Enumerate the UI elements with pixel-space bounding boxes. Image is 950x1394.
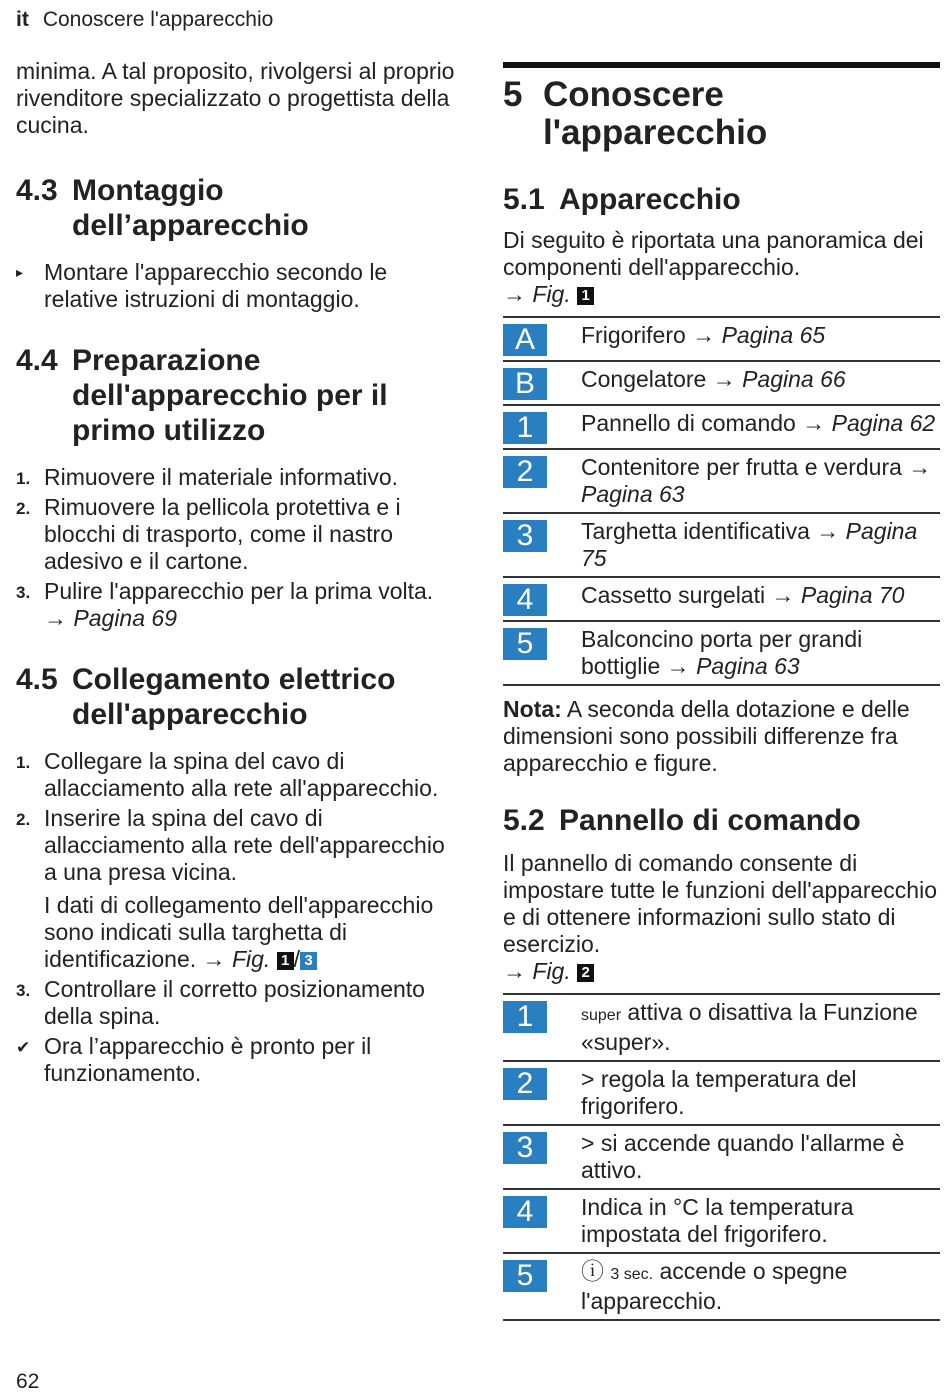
figure-number-badge: 1: [277, 952, 294, 970]
section-title: Pannello di comando: [559, 804, 861, 837]
section-4-3-heading: [16, 173, 456, 243]
figure-number-badge: 1: [577, 287, 594, 305]
step-number: 1.: [16, 753, 31, 772]
control-key-badge: 3: [503, 1132, 547, 1164]
section-5-2-heading: [503, 803, 940, 838]
chapter-number: 5: [503, 75, 523, 114]
page-reference-link[interactable]: Pagina 63: [696, 653, 800, 679]
figure-separator: /: [293, 946, 301, 972]
table-row: [503, 1125, 940, 1189]
page-reference-link[interactable]: Pagina 75: [581, 518, 918, 571]
note-paragraph: [503, 696, 940, 777]
chapter-rule: [503, 62, 940, 68]
figure-reference-link[interactable]: Fig.: [231, 946, 271, 972]
component-key-badge: 5: [503, 628, 547, 660]
bullet-marker-icon: ▸: [16, 264, 24, 280]
step-text: Inserire la spina del cavo di allacciamento alla rete dell'apparecchio a una presa vicina.: [44, 805, 445, 885]
intro-paragraph: minima. A tal proposito, rivolgersi al proprio rivenditore specializzato o progettista della cucina.: [16, 58, 455, 138]
note-label: Nota:: [503, 696, 562, 722]
step-text: Collegare la spina del cavo di allacciamento alla rete all'apparecchio.: [44, 748, 439, 801]
table-row: [503, 317, 940, 361]
section-4-4-heading: [16, 343, 456, 448]
table-row: [503, 513, 940, 577]
step-number: 3.: [16, 981, 31, 1000]
table-row: [503, 361, 940, 405]
control-text: Indica in °C la temperatura impostata del frigorifero.: [581, 1194, 854, 1247]
section-number: 5.1: [503, 183, 545, 216]
result-item: [16, 1033, 456, 1087]
bullet-text: Montare l'apparecchio secondo le relative istruzioni di montaggio.: [44, 259, 388, 312]
component-key-badge: 1: [503, 412, 547, 444]
power-icon: ⓘ: [581, 1258, 604, 1284]
checkmark-icon: ✔: [16, 1038, 31, 1057]
section-title: Collegamento elettrico dell'apparecchio: [72, 663, 396, 731]
steps-list: [16, 464, 456, 632]
page-reference-link[interactable]: Pagina 66: [742, 366, 846, 392]
step-text: Controllare il corretto posizionamento della spina.: [44, 976, 425, 1029]
component-text: Cassetto surgelati →: [581, 582, 801, 608]
section-intro: Di seguito è riportata una panoramica dei componenti dell'apparecchio. → Fig. 1: [503, 227, 924, 307]
control-key-badge: 5: [503, 1260, 547, 1292]
section-title: Montaggio dell’apparecchio: [72, 174, 309, 242]
control-key-badge: 1: [503, 1001, 547, 1033]
chapter-5-heading: [503, 76, 940, 152]
component-text: Contenitore per frutta e verdura →: [581, 454, 932, 480]
component-number-badge: 3: [300, 952, 317, 970]
step-text: Pulire l'apparecchio per la prima volta. →: [44, 578, 434, 631]
hold-duration-label: 3 sec.: [610, 1266, 654, 1283]
step-number: 3.: [16, 583, 31, 602]
page-header: [16, 8, 273, 32]
step-text: Rimuovere il materiale informativo.: [44, 464, 399, 490]
step-item: [16, 748, 456, 802]
table-row: [503, 577, 940, 621]
table-row: [503, 405, 940, 449]
page-reference-link[interactable]: Pagina 70: [800, 582, 905, 608]
control-panel-table: [503, 993, 940, 1321]
control-text: accende o spegne l'apparecchio.: [581, 1258, 848, 1314]
components-table: [503, 316, 940, 686]
section-title: Preparazione dell'apparecchio per il primo utilizzo: [72, 344, 388, 447]
component-key-badge: 4: [503, 584, 547, 616]
figure-reference-link[interactable]: Fig.: [532, 281, 571, 307]
intro-text: Di seguito è riportata una panoramica dei componenti dell'apparecchio.: [503, 227, 924, 280]
note-text: A seconda della dotazione e delle dimensioni sono possibili differenze fra apparecchio e figure.: [503, 696, 910, 776]
steps-list: [16, 748, 456, 1087]
table-row: [503, 1189, 940, 1253]
component-key-badge: A: [503, 324, 547, 356]
intro-text: Il pannello di comando consente di impostare tutte le funzioni dell'apparecchio e di ottenere informazioni sullo stato di esercizio.: [503, 850, 937, 957]
step-item: [16, 494, 456, 575]
component-text: Congelatore →: [581, 366, 743, 392]
step-number: 2.: [16, 810, 31, 829]
component-key-badge: 2: [503, 456, 547, 488]
step-number: 1.: [16, 469, 31, 488]
page-number: 62: [16, 1370, 40, 1393]
table-row: [503, 994, 940, 1061]
figure-reference-link[interactable]: Fig.: [532, 958, 571, 984]
table-row: [503, 621, 940, 685]
step-item: [16, 805, 456, 973]
chevron-right-icon: >: [581, 1066, 595, 1092]
left-column: [16, 58, 456, 1090]
table-row: [503, 1061, 940, 1125]
control-text: attiva o disattiva la Funzione «super».: [581, 999, 918, 1055]
page-reference-link[interactable]: Pagina 63: [581, 481, 685, 507]
step-item: [16, 578, 456, 632]
section-title: Apparecchio: [559, 183, 741, 216]
language-tag: it: [16, 8, 29, 31]
header-title: Conoscere l'apparecchio: [42, 8, 274, 31]
step-text: Rimuovere la pellicola protettiva e i blocchi di trasporto, come il nastro adesivo e il cartone.: [44, 494, 401, 574]
chevron-right-icon: >: [581, 1130, 595, 1156]
step-extra-text: [44, 892, 456, 973]
table-row: [503, 1253, 940, 1320]
step-item: [16, 976, 456, 1030]
component-text: Pannello di comando →: [581, 410, 832, 436]
component-text: Frigorifero →: [581, 322, 722, 348]
control-text: regola la temperatura del frigorifero.: [581, 1066, 857, 1119]
component-key-badge: 3: [503, 520, 547, 552]
section-number: 4.3: [16, 174, 58, 207]
component-key-badge: B: [503, 368, 547, 400]
table-row: [503, 449, 940, 513]
section-4-5-heading: [16, 662, 456, 732]
right-column: [503, 62, 940, 1321]
control-key-badge: 2: [503, 1068, 547, 1100]
component-text: Targhetta identificativa →: [581, 518, 846, 544]
section-5-1-heading: [503, 182, 940, 217]
step-number: 2.: [16, 499, 31, 518]
section-intro: Il pannello di comando consente di impostare tutte le funzioni dell'apparecchio e di ottenere informazioni sullo stato di esercizio. → Fig. 2: [503, 850, 937, 984]
result-text: Ora l’apparecchio è pronto per il funzionamento.: [44, 1033, 372, 1086]
chapter-title: Conoscere l'apparecchio: [543, 75, 768, 152]
section-number: 5.2: [503, 804, 545, 837]
section-number: 4.4: [16, 344, 58, 377]
bullet-item: [16, 259, 456, 313]
section-number: 4.5: [16, 663, 58, 696]
control-text: si accende quando l'allarme è attivo.: [581, 1130, 905, 1183]
component-text: Balconcino porta per grandi bottiglie →: [581, 626, 863, 679]
super-button-symbol: super: [581, 1007, 622, 1024]
page-reference-link[interactable]: Pagina 62: [831, 410, 936, 436]
page-reference-link[interactable]: Pagina 69: [73, 605, 177, 631]
extra-text: I dati di collegamento dell'apparecchio sono indicati sulla targhetta di identificazione. →: [44, 892, 434, 972]
control-key-badge: 4: [503, 1196, 547, 1228]
step-item: [16, 464, 456, 491]
figure-number-badge: 2: [577, 964, 594, 982]
page-reference-link[interactable]: Pagina 65: [721, 322, 826, 348]
